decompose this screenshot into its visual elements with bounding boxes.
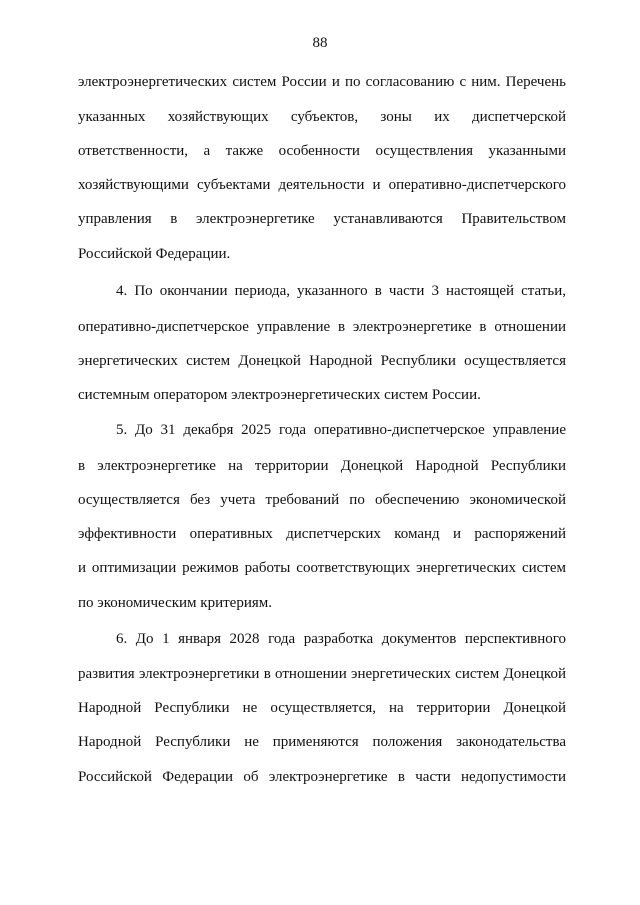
text-line: энергетических систем Донецкой Народной Республики осуществляется	[78, 353, 566, 369]
text-line: указанных хозяйствующих субъектов, зоны их диспетчерской	[78, 109, 566, 125]
text-line: в электроэнергетике на территории Донецкой Народной Республики	[78, 458, 566, 474]
text-line: хозяйствующими субъектами деятельности и оперативно-диспетчерского	[78, 177, 566, 193]
text-line: 4. По окончании периода, указанного в части 3 настоящей статьи,	[116, 283, 566, 299]
text-line: ответственности, а также особенности осуществления указанными	[78, 143, 566, 159]
text-line: развития электроэнергетики в отношении энергетических систем Донецкой	[78, 666, 566, 682]
page-number: 88	[312, 35, 328, 51]
text-line: эффективности оперативных диспетчерских команд и распоряжений	[78, 526, 566, 542]
text-line: Российской Федерации.	[78, 246, 231, 262]
text-line: 5. До 31 декабря 2025 года оперативно-диспетчерское управление	[116, 422, 566, 438]
text-line: оперативно-диспетчерское управление в электроэнергетике в отношении	[78, 319, 566, 335]
text-line: осуществляется без учета требований по обеспечению экономической	[78, 492, 566, 508]
text-line: по экономическим критериям.	[78, 595, 272, 611]
text-line: 6. До 1 января 2028 года разработка документов перспективного	[116, 631, 566, 647]
text-line: управления в электроэнергетике устанавливаются Правительством	[78, 211, 566, 227]
text-line: и оптимизации режимов работы соответствующих энергетических систем	[78, 560, 566, 576]
text-line: электроэнергетических систем России и по согласованию с ним. Перечень	[78, 74, 566, 90]
text-line: Народной Республики не применяются положения законодательства	[78, 734, 566, 750]
text-line: системным оператором электроэнергетических систем России.	[78, 387, 481, 403]
text-line: Российской Федерации об электроэнергетике в части недопустимости	[78, 769, 566, 785]
text-line: Народной Республики не осуществляется, на территории Донецкой	[78, 700, 566, 716]
